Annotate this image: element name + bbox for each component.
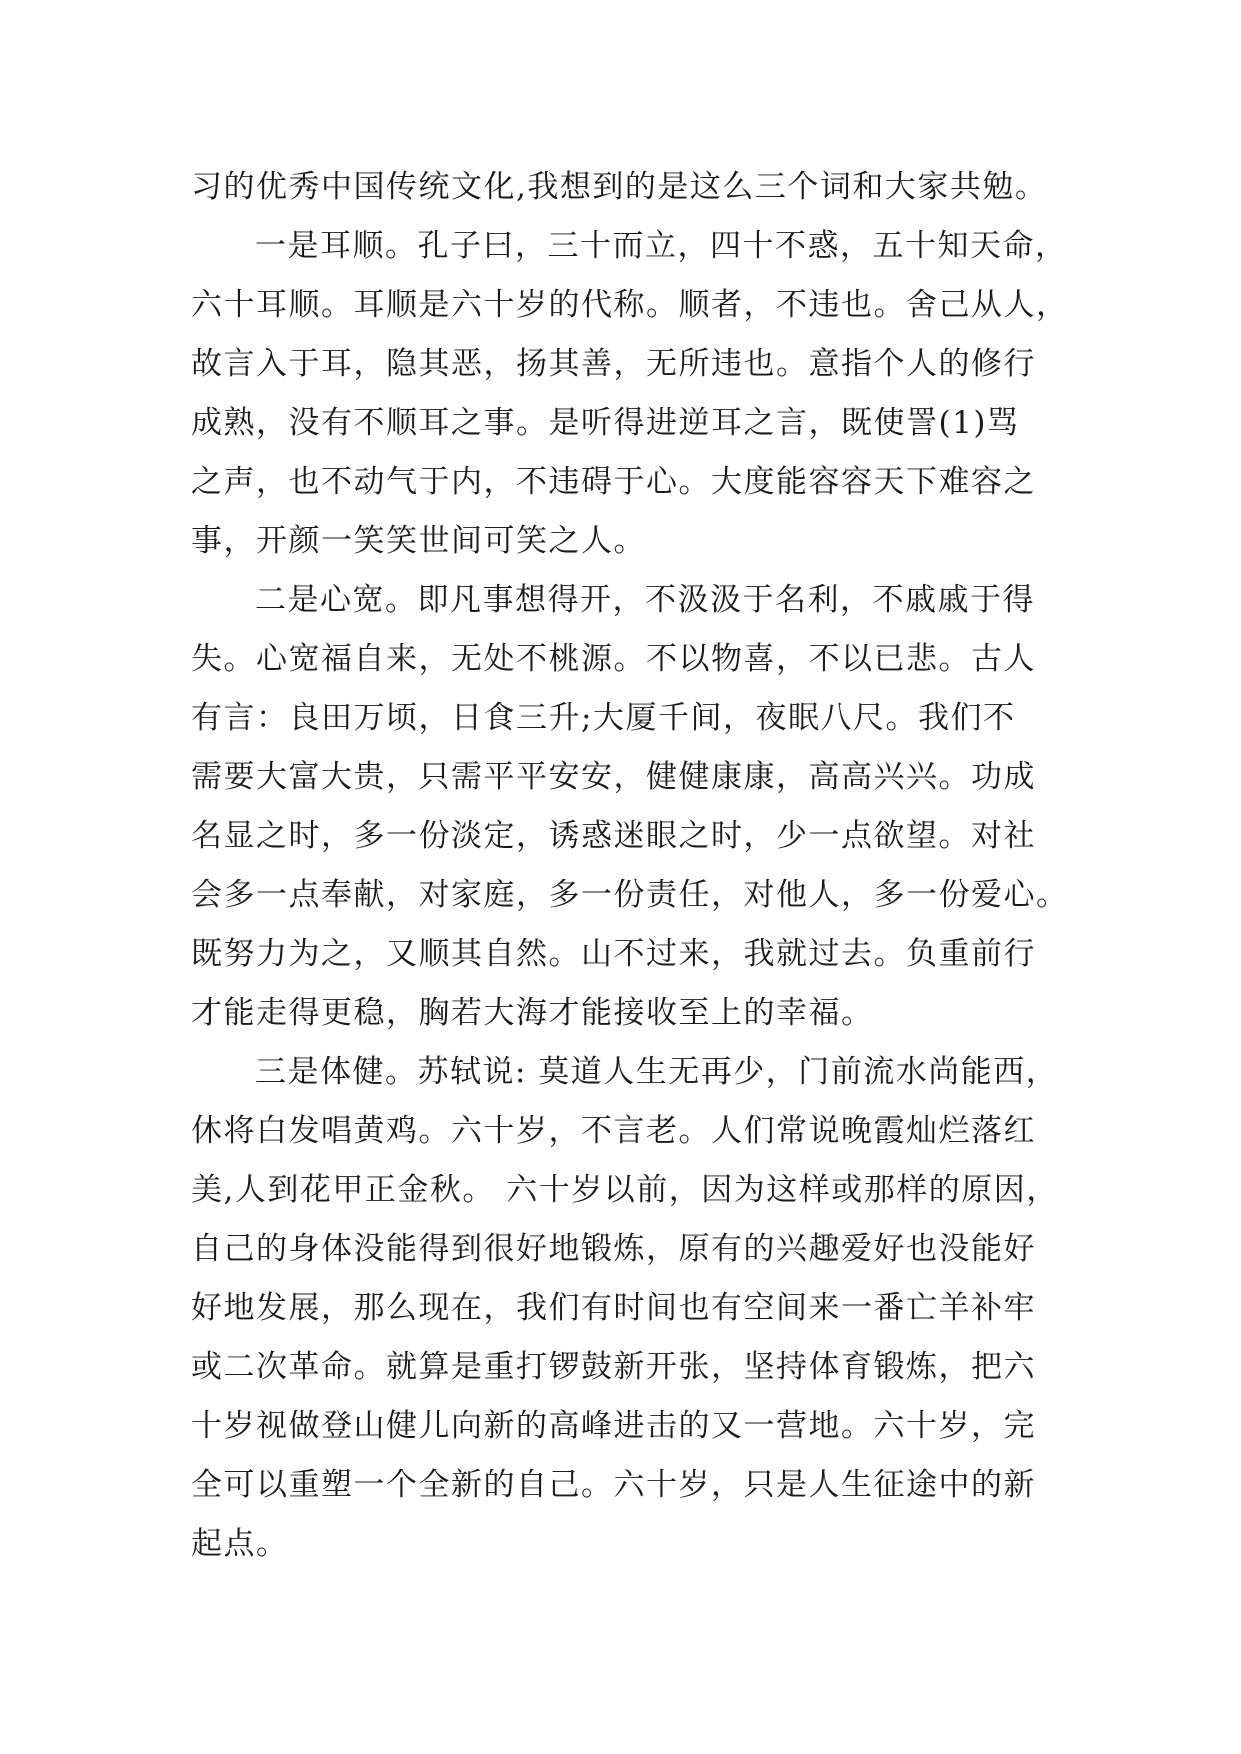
text-line: 自己的身体没能得到很好地锻炼，原有的兴趣爱好也没能好 — [191, 1231, 1036, 1267]
paragraph-continuation — [191, 158, 1051, 217]
text-line: 名显之时，多一份淡定，诱惑迷眼之时，少一点欲望。对社 — [191, 818, 1036, 854]
text-line: 需要大富大贵，只需平平安安，健健康康，高高兴兴。功成 — [191, 759, 1036, 795]
text-line: 休将白发唱黄鸡。六十岁，不言老。人们常说晚霞灿烂落红 — [191, 1113, 1036, 1149]
text-line: 失。心宽福自来，无处不桃源。不以物喜，不以已悲。古人 — [191, 641, 1036, 677]
text-line: 一是耳顺。孔子曰，三十而立，四十不惑，五十知天命， — [255, 228, 1068, 264]
text-line: 成熟，没有不顺耳之事。是听得进逆耳之言，既使詈(1)骂 — [191, 405, 1020, 441]
paragraph-ershun — [191, 217, 1069, 571]
paragraph-tijian — [191, 1043, 1059, 1574]
text-line: 六十耳顺。耳顺是六十岁的代称。顺者，不违也。舍己从人， — [191, 287, 1069, 323]
paragraph-xinkuan — [191, 571, 1069, 1043]
text-line: 故言入于耳，隐其恶，扬其善，无所违也。意指个人的修行 — [191, 346, 1036, 382]
text-line: 或二次革命。就算是重打锣鼓新开张，坚持体育锻炼，把六 — [191, 1349, 1036, 1385]
text-line: 有言：良田万顷，日食三升;大厦千间，夜眠八尺。我们不 — [191, 700, 1016, 736]
text-line: 起点。 — [191, 1526, 289, 1562]
text-line: 之声，也不动气于内，不违碍于心。大度能容容天下难容之 — [191, 464, 1036, 500]
text-line: 才能走得更稳，胸若大海才能接收至上的幸福。 — [191, 995, 874, 1031]
text-line: 十岁视做登山健儿向新的高峰进击的又一营地。六十岁，完 — [191, 1408, 1036, 1444]
text-line: 美,人到花甲正金秋。 六十岁以前，因为这样或那样的原因， — [191, 1172, 1059, 1208]
text-line: 会多一点奉献，对家庭，多一份责任，对他人，多一份爱心。 — [191, 877, 1069, 913]
text-line: 事，开颜一笑笑世间可笑之人。 — [191, 523, 646, 559]
text-line: 二是心宽。即凡事想得开，不汲汲于名利，不戚戚于得 — [255, 582, 1035, 618]
text-line: 既努力为之，又顺其自然。山不过来，我就过去。负重前行 — [191, 936, 1036, 972]
text-line: 好地发展，那么现在，我们有时间也有空间来一番亡羊补牢 — [191, 1290, 1036, 1326]
text-line: 三是体健。苏轼说: 莫道人生无再少，门前流水尚能西， — [255, 1054, 1059, 1090]
text-line: 全可以重塑一个全新的自己。六十岁，只是人生征途中的新 — [191, 1467, 1036, 1503]
text-line: 习的优秀中国传统文化,我想到的是这么三个词和大家共勉。 — [191, 169, 1048, 205]
document-body — [191, 158, 1069, 1574]
